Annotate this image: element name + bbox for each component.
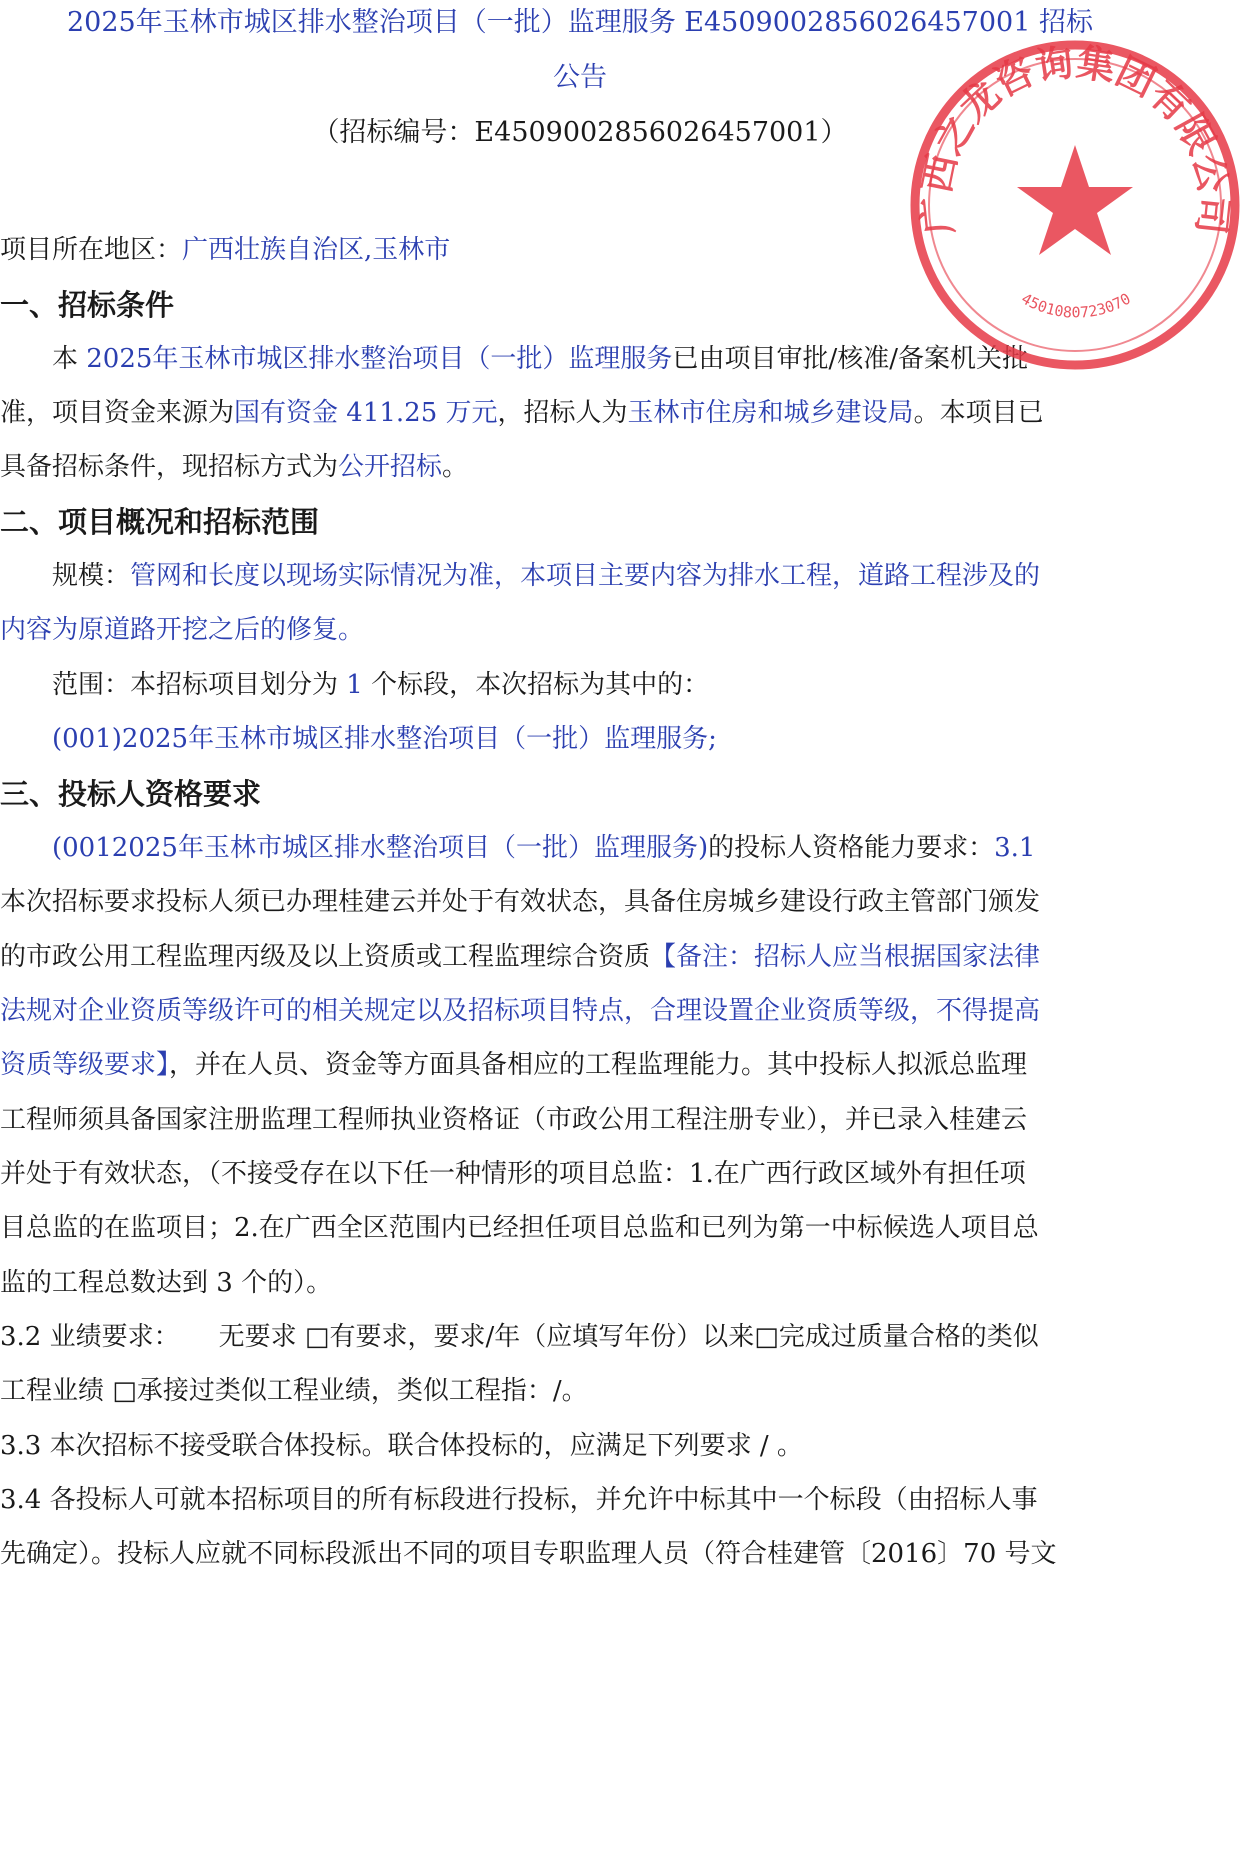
section3-heading: 三、投标人资格要求: [0, 777, 262, 811]
qual-line7: 并处于有效状态，（不接受存在以下任一种情形的项目总监：1.在广西行政区域外有担任项: [0, 1159, 1026, 1189]
bid-method: 公开招标: [338, 452, 443, 482]
seal-text: 广西之龙咨询集团有限公司: [913, 39, 1237, 237]
section2-heading: 二、项目概况和招标范围: [0, 505, 320, 539]
qual-line2: 本次招标要求投标人须已办理桂建云并处于有效状态，具备住房城乡建设行政主管部门颁发: [0, 887, 1041, 917]
scale-line2: 内容为原道路开挖之后的修复。: [0, 615, 365, 645]
section1-line1: 本 2025年玉林市城区排水整治项目（一批）监理服务已由项目审批/核准/备案机关批: [52, 344, 1028, 374]
perf-line2: 工程业绩 □承接过类似工程业绩，类似工程指：/。: [0, 1376, 588, 1406]
section1-line2: 准，项目资金来源为国有资金 411.25 万元，招标人为玉林市住房和城乡建设局。本项目已: [0, 398, 1044, 428]
qual-line8: 目总监的在监项目；2.在广西全区范围内已经担任项目总监和已列为第一中标候选人项目总: [0, 1213, 1039, 1243]
range-line: 范围：本招标项目划分为 1 个标段，本次招标为其中的：: [52, 670, 710, 700]
qual-line1: (0012025年玉林市城区排水整治项目（一批）监理服务)的投标人资格能力要求：3.1: [52, 833, 1036, 863]
qual-line5: 资质等级要求】，并在人员、资金等方面具备相应的工程监理能力。其中投标人拟派总监理: [0, 1050, 1028, 1080]
qual-line3: 的市政公用工程监理丙级及以上资质或工程监理综合资质【备注：招标人应当根据国家法律: [0, 942, 1041, 972]
perf-line1: 3.2 业绩要求： 无要求 □有要求，要求/年（应填写年份）以来□完成过质量合格的类似: [0, 1322, 1039, 1352]
svg-text:4501080723070: [1018, 290, 1133, 322]
qual-line9: 监的工程总数达到 3 个的）。: [0, 1268, 333, 1298]
qual-line4: 法规对企业资质等级许可的相关规定以及招标项目特点，合理设置企业资质等级，不得提高: [0, 996, 1041, 1026]
region-value: 广西壮族自治区,玉林市: [182, 235, 451, 265]
bid-number: （招标编号：E4509002856026457001）: [312, 117, 848, 148]
lots-line1: 3.4 各投标人可就本招标项目的所有标段进行投标，并允许中标其中一个标段（由招标人事: [0, 1485, 1038, 1515]
region-label: 项目所在地区：: [0, 235, 183, 265]
fund-source: 国有资金 411.25 万元: [234, 398, 498, 428]
section1-line3: 具备招标条件，现招标方式为公开招标。: [0, 452, 469, 482]
document-title-line2: 公告: [553, 62, 607, 93]
lots-line2: 先确定）。投标人应就不同标段派出不同的项目专职监理人员（符合桂建管〔2016〕70 号文: [0, 1539, 1057, 1569]
project-name: 2025年玉林市城区排水整治项目（一批）监理服务: [86, 344, 673, 374]
tenderer-name: 玉林市住房和城乡建设局: [627, 398, 914, 428]
company-seal: [905, 35, 1245, 375]
lot-line: (001)2025年玉林市城区排水整治项目（一批）监理服务;: [52, 724, 717, 754]
scale-line1: 规模：管网和长度以现场实际情况为准，本项目主要内容为排水工程，道路工程涉及的: [52, 561, 1041, 591]
consortium-line: 3.3 本次招标不接受联合体投标。联合体投标的，应满足下列要求 / 。: [0, 1431, 803, 1461]
section1-heading: 一、招标条件: [0, 288, 175, 322]
document-title-line1: 2025年玉林市城区排水整治项目（一批）监理服务 E4509002856026457001 招标: [67, 7, 1093, 38]
seal-star-icon: [1017, 145, 1133, 255]
seal-code: 4501080723070: [1018, 289, 1134, 322]
qual-line6: 工程师须具备国家注册监理工程师执业资格证（市政公用工程注册专业），并已录入桂建云: [0, 1105, 1028, 1135]
